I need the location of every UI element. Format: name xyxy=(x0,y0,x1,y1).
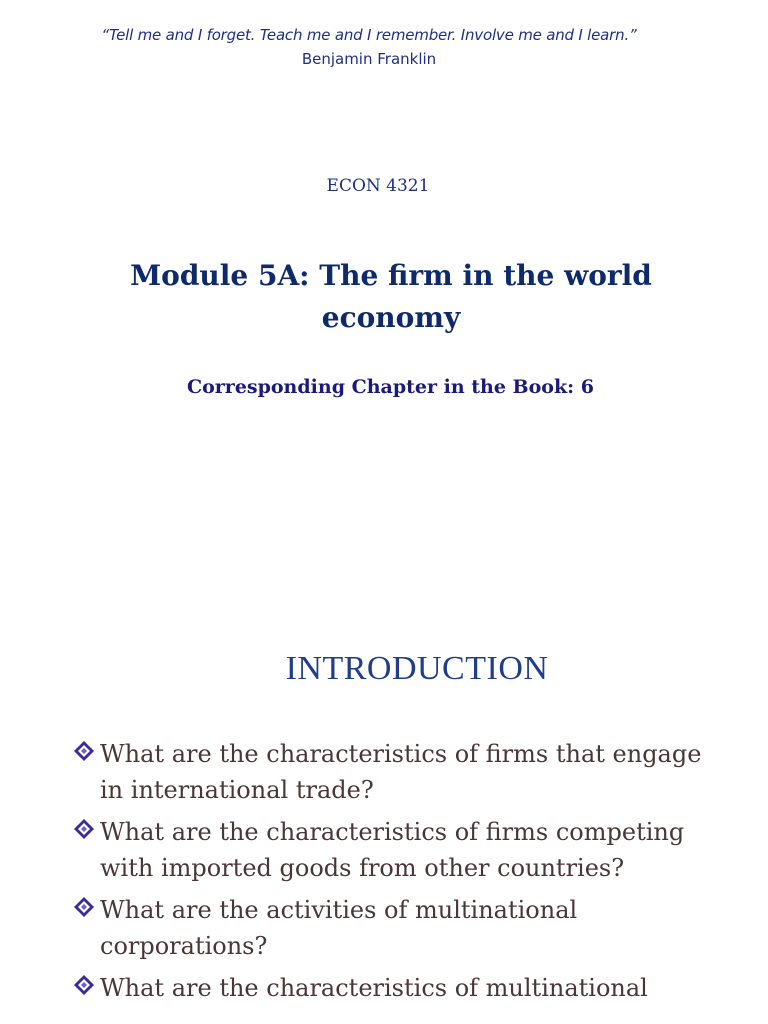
quote-text: “Tell me and I forget. Teach me and I remember. Involve me and I learn.” xyxy=(101,26,637,44)
diamond-bullet-icon xyxy=(73,818,95,840)
list-item-text: What are the activities of multinational corporations? xyxy=(100,896,578,960)
list-item-text: What are the characteristics of firms competing with imported goods from other countries? xyxy=(100,818,685,882)
list-item xyxy=(72,970,732,1006)
list-item-text: What are the characteristics of multinational xyxy=(100,974,648,1002)
diamond-bullet-icon xyxy=(73,740,95,762)
question-list xyxy=(72,736,732,1012)
diamond-bullet-icon xyxy=(73,974,95,996)
module-title: Module 5A: The firm in the world economy xyxy=(130,259,652,334)
diamond-bullet-icon xyxy=(73,896,95,918)
list-item xyxy=(72,814,732,886)
introduction-slide xyxy=(0,620,768,1024)
quote-author: Benjamin Franklin xyxy=(301,50,437,68)
list-item xyxy=(72,892,732,964)
section-heading: INTRODUCTION xyxy=(285,650,549,687)
course-code: ECON 4321 xyxy=(326,176,430,196)
list-item-text: What are the characteristics of firms that engage in international trade? xyxy=(100,740,702,804)
chapter-reference: Corresponding Chapter in the Book: 6 xyxy=(187,376,594,398)
list-item xyxy=(72,736,732,808)
